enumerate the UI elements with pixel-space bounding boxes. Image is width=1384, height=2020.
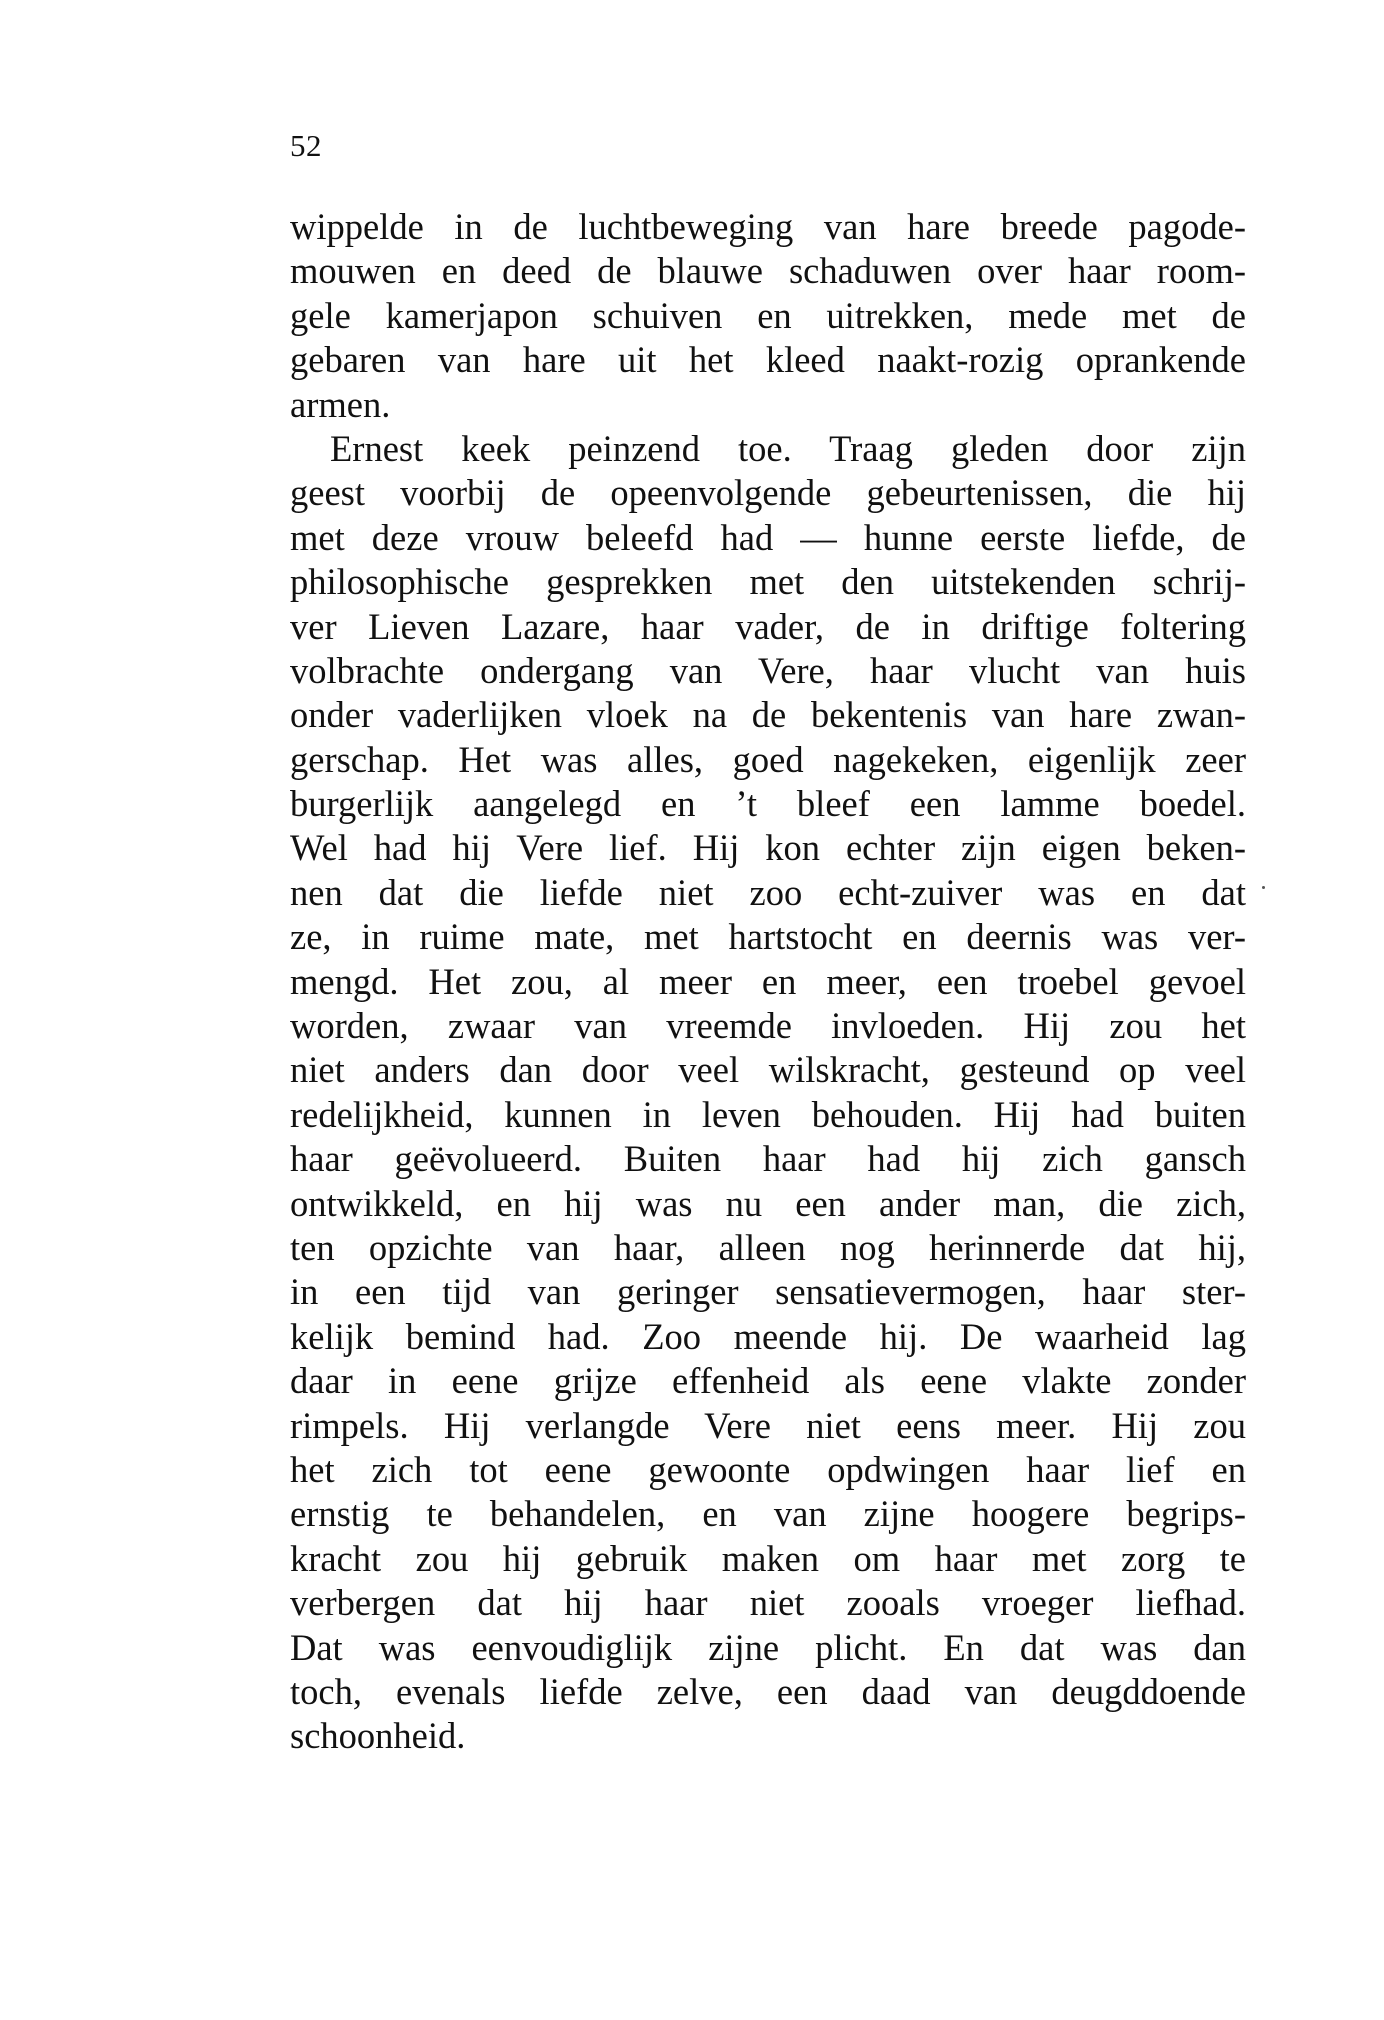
text-line: gerschap. Het was alles, goed nagekeken, eigenlijk zeer — [290, 738, 1246, 780]
text-line: Dat was eenvoudiglijk zijne plicht. En dat was dan — [290, 1626, 1246, 1668]
text-line: gebaren van hare uit het kleed naakt-rozig oprankende — [290, 339, 1246, 381]
text-line: kracht zou hij gebruik maken om haar met zorg te — [290, 1537, 1246, 1579]
text-line: in een tijd van geringer sensatievermogen, haar ster- — [290, 1271, 1246, 1313]
page-number: 52 — [290, 128, 322, 163]
text-line: ontwikkeld, en hij was nu een ander man, die zich, — [290, 1182, 1246, 1224]
text-line: worden, zwaar van vreemde invloeden. Hij zou het — [290, 1005, 1246, 1047]
text-line: rimpels. Hij verlangde Vere niet eens meer. Hij zou — [290, 1404, 1246, 1446]
text-line: Ernest keek peinzend toe. Traag gleden door zijn — [330, 427, 1246, 469]
text-line: met deze vrouw beleefd had — hunne eerste liefde, de — [290, 516, 1246, 558]
text-line: geest voorbij de opeenvolgende gebeurtenissen, die hij — [290, 472, 1246, 514]
text-line: philosophische gesprekken met den uitstekenden schrij- — [290, 561, 1246, 603]
text-line: toch, evenals liefde zelve, een daad van deugddoende — [290, 1670, 1246, 1712]
text-line: daar in eene grijze effenheid als eene vlakte zonder — [290, 1360, 1246, 1402]
text-line: kelijk bemind had. Zoo meende hij. De waarheid lag — [290, 1315, 1246, 1357]
text-line: gele kamerjapon schuiven en uitrekken, mede met de — [290, 294, 1246, 336]
text-line: redelijkheid, kunnen in leven behouden. Hij had buiten — [290, 1093, 1246, 1135]
text-line: nen dat die liefde niet zoo echt-zuiver was en dat — [290, 871, 1246, 913]
body-text — [290, 205, 1246, 1759]
text-line: het zich tot eene gewoonte opdwingen haar lief en — [290, 1448, 1246, 1490]
text-line: Wel had hij Vere lief. Hij kon echter zijn eigen beken- — [290, 827, 1246, 869]
text-line: armen. — [290, 383, 391, 425]
text-line: haar geëvolueerd. Buiten haar had hij zich gansch — [290, 1138, 1246, 1180]
text-line: niet anders dan door veel wilskracht, gesteund op veel — [290, 1049, 1246, 1091]
text-line: ernstig te behandelen, en van zijne hoogere begrips- — [290, 1493, 1246, 1535]
text-line: verbergen dat hij haar niet zooals vroeger liefhad. — [290, 1582, 1246, 1624]
text-line: mengd. Het zou, al meer en meer, een troebel gevoel — [290, 960, 1246, 1002]
text-line: ver Lieven Lazare, haar vader, de in driftige foltering — [290, 605, 1246, 647]
text-line: schoonheid. — [290, 1715, 466, 1757]
text-line: ten opzichte van haar, alleen nog herinnerde dat hij, — [290, 1226, 1246, 1268]
text-line: mouwen en deed de blauwe schaduwen over haar room- — [290, 250, 1246, 292]
text-line: volbrachte ondergang van Vere, haar vlucht van huis — [290, 649, 1246, 691]
text-line: wippelde in de luchtbeweging van hare breede pagode- — [290, 206, 1246, 247]
text-line: onder vaderlijken vloek na de bekentenis van hare zwan- — [290, 694, 1246, 736]
text-line: burgerlijk aangelegd en ’t bleef een lamme boedel. — [290, 783, 1246, 825]
ink-speck — [1262, 886, 1265, 889]
text-line: ze, in ruime mate, met hartstocht en deernis was ver- — [290, 916, 1246, 958]
